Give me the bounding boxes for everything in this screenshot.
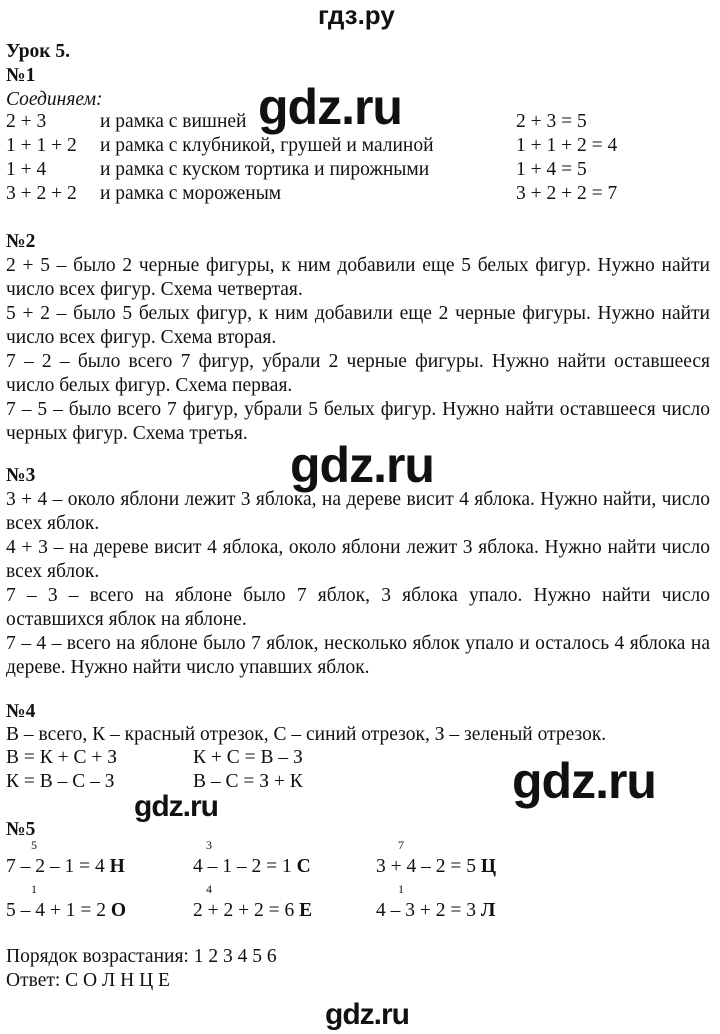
task2-paragraph: 2 + 5 – было 2 черные фигуры, к ним добавили еще 5 белых фигур. Нужно найти число всех фигур. Схема четвертая. xyxy=(6,255,710,300)
task4-legend: В – всего, К – красный отрезок, С – синий отрезок, З – зеленый отрезок. xyxy=(6,724,607,745)
watermark: gdz.ru xyxy=(258,79,402,135)
task1-result: 3 + 2 + 2 = 7 xyxy=(516,183,618,204)
task2-paragraph: 5 + 2 – было 5 белых фигур, к ним добавили еще 2 черные фигуры. Нужно найти число всех фигур. Схема вторая. xyxy=(6,303,710,348)
task5-expression: 7 – 2 – 1 = 4 Н xyxy=(6,856,125,877)
site-header: гдз.ру xyxy=(318,0,395,30)
task5-superscript: 7 xyxy=(398,838,404,852)
task1-result: 1 + 1 + 2 = 4 xyxy=(516,135,618,156)
watermark: gdz.ru xyxy=(134,790,218,823)
task5-letter: Л xyxy=(480,900,496,921)
task5-superscript: 5 xyxy=(31,838,37,852)
task5-expression: 4 – 3 + 2 = 3 Л xyxy=(376,900,496,921)
task5-letter: Ц xyxy=(480,856,497,877)
task1-expr: 3 + 2 + 2 xyxy=(6,183,77,204)
task1-desc: и рамка с клубникой, грушей и малиной xyxy=(100,135,434,156)
task5-expression: 3 + 4 – 2 = 5 Ц xyxy=(376,856,497,877)
task5-expression: 5 – 4 + 1 = 2 О xyxy=(6,900,127,921)
task5-letter: С xyxy=(296,856,311,877)
task1-result: 1 + 4 = 5 xyxy=(516,159,587,180)
task4-equation: К = В – С – З xyxy=(6,771,115,792)
watermark: gdz.ru xyxy=(290,437,434,493)
task3-title: №3 xyxy=(6,465,36,486)
task1-expr: 1 + 4 xyxy=(6,159,47,180)
lesson-title: Урок 5. xyxy=(6,41,71,62)
task2-paragraph: 7 – 5 – было всего 7 фигур, убрали 5 белых фигур. Нужно найти оставшееся число черных фигур. Схема третья. xyxy=(6,399,710,444)
task5-letter: Е xyxy=(299,900,313,921)
task4-equation: К + С = В – З xyxy=(193,747,303,768)
task1-title: №1 xyxy=(6,65,36,86)
task4-equation: В = К + С + З xyxy=(6,747,118,768)
task5-superscript: 4 xyxy=(206,882,212,896)
task2-title: №2 xyxy=(6,231,36,252)
task1-result: 2 + 3 = 5 xyxy=(516,111,587,132)
task1-desc: и рамка с вишней xyxy=(100,111,247,132)
task5-expression: 2 + 2 + 2 = 6 Е xyxy=(193,900,313,921)
task5-superscript: 1 xyxy=(31,882,37,896)
watermark: gdz.ru xyxy=(325,998,409,1031)
task4-equation: В – С = З + К xyxy=(193,771,303,792)
task1-desc: и рамка с мороженым xyxy=(100,183,282,204)
task5-superscript: 3 xyxy=(206,838,212,852)
task3-paragraph: 7 – 3 – всего на яблоне было 7 яблок, 3 яблока упало. Нужно найти число оставшихся яблок на яблоне. xyxy=(6,585,710,630)
task2-paragraph: 7 – 2 – было всего 7 фигур, убрали 2 черные фигуры. Нужно найти оставшееся число белых фигур. Схема первая. xyxy=(6,351,710,396)
watermark: gdz.ru xyxy=(512,753,656,809)
task1-expr: 2 + 3 xyxy=(6,111,47,132)
task3-paragraph: 7 – 4 – всего на яблоне было 7 яблок, несколько яблок упало и осталось 4 яблока на дереве. Нужно найти число упавших яблок. xyxy=(6,633,710,678)
task3-paragraph: 4 + 3 – на дереве висит 4 яблока, около яблони лежит 3 яблока. Нужно найти число всех яблок. xyxy=(6,537,710,582)
task1-desc: и рамка с куском тортика и пирожными xyxy=(100,159,430,180)
task1-intro: Соединяем: xyxy=(6,89,103,110)
task5-title: №5 xyxy=(6,819,36,840)
task5-letter: О xyxy=(110,900,127,921)
task1-expr: 1 + 1 + 2 xyxy=(6,135,77,156)
task5-letter: Н xyxy=(109,856,125,877)
task5-answer: Ответ: С О Л Н Ц Е xyxy=(6,970,170,991)
task5-superscript: 1 xyxy=(398,882,404,896)
task3-paragraph: 3 + 4 – около яблони лежит 3 яблока, на дереве висит 4 яблока. Нужно найти, число всех яблок. xyxy=(6,489,710,534)
task5-expression: 4 – 1 – 2 = 1 С xyxy=(193,856,311,877)
task5-order: Порядок возрастания: 1 2 3 4 5 6 xyxy=(6,946,277,967)
task4-title: №4 xyxy=(6,701,36,722)
